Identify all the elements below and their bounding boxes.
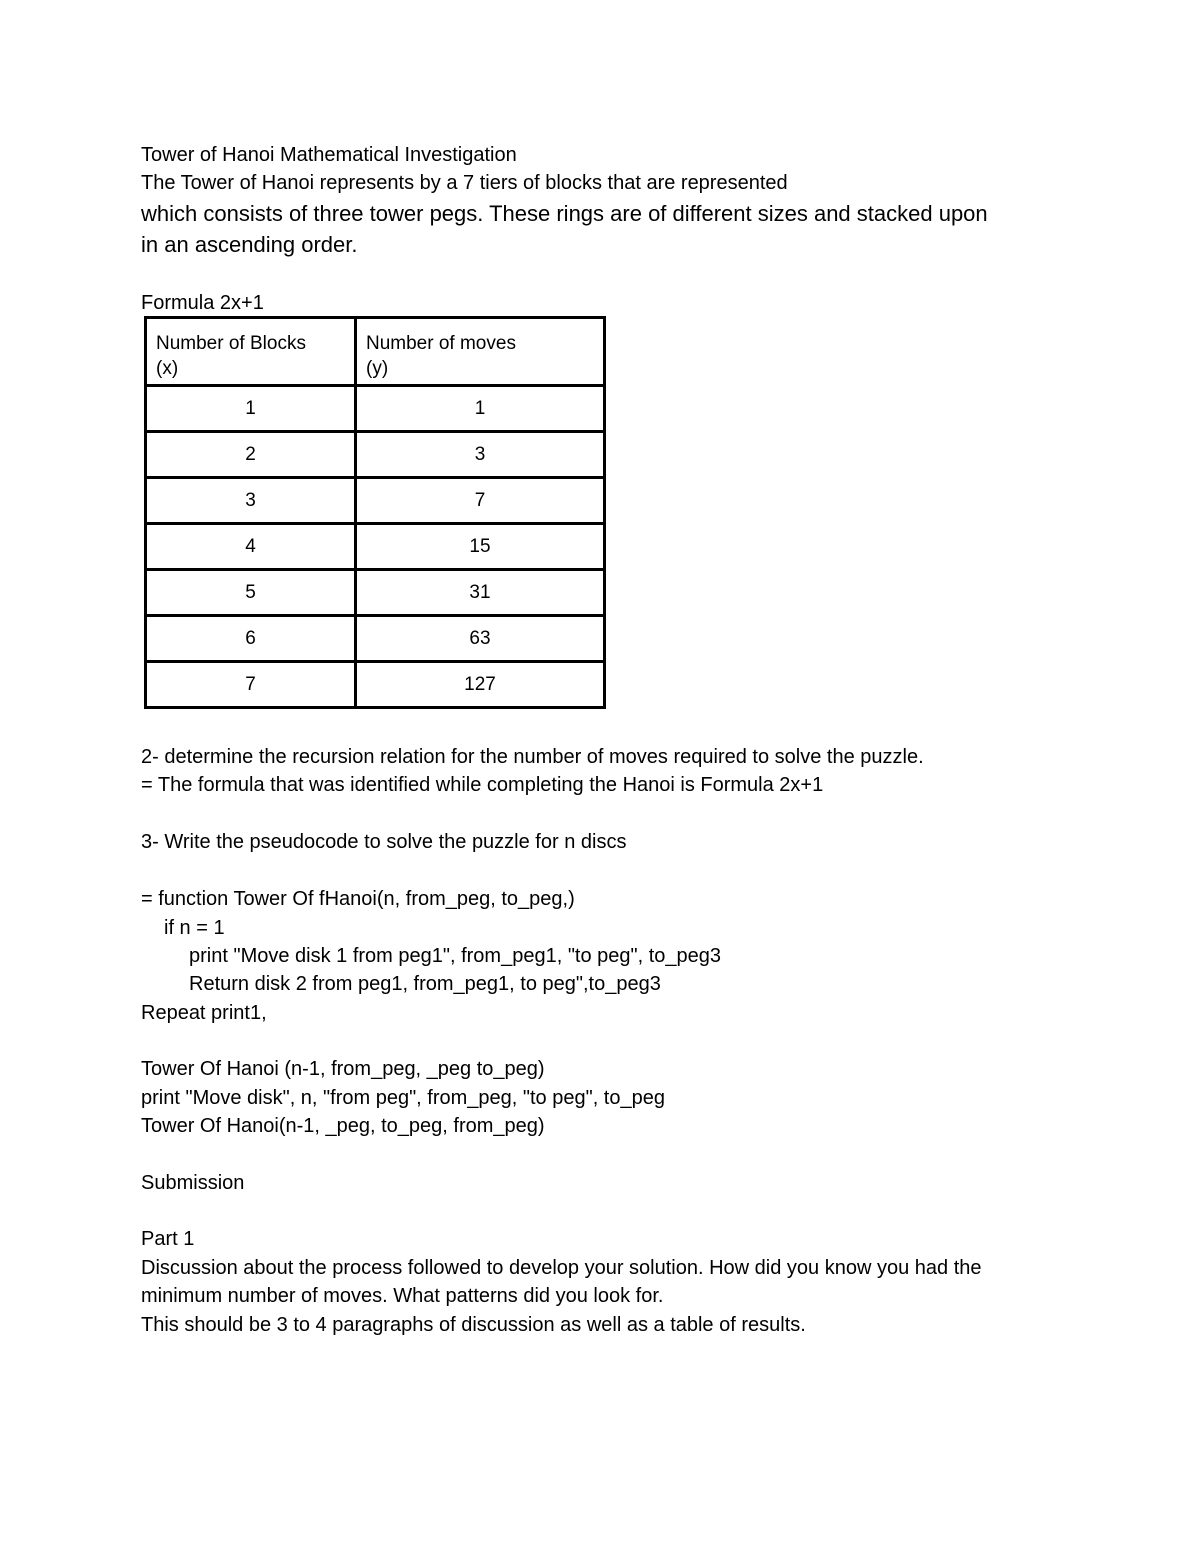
document-title: Tower of Hanoi Mathematical Investigation	[141, 144, 517, 166]
cell-moves: 7	[356, 478, 605, 524]
cell-blocks: 3	[146, 478, 356, 524]
header-moves	[356, 318, 605, 386]
question-3: 3- Write the pseudocode to solve the puzzle for n discs	[141, 831, 627, 853]
cell-blocks: 4	[146, 524, 356, 570]
pseudocode-line: if n = 1	[164, 917, 225, 939]
cell-blocks: 2	[146, 432, 356, 478]
header-moves-label: Number of moves	[366, 333, 516, 354]
header-moves-var: (y)	[366, 358, 389, 379]
part-heading: Part 1	[141, 1228, 195, 1250]
pseudocode-line: Repeat print1,	[141, 1002, 267, 1024]
pseudocode-line: print "Move disk", n, "from peg", from_peg, "to peg", to_peg	[141, 1087, 665, 1109]
pseudocode-line: Tower Of Hanoi(n-1, _peg, to_peg, from_peg)	[141, 1115, 545, 1137]
formula-label: Formula 2x+1	[141, 292, 264, 314]
submission-line: minimum number of moves. What patterns did you look for.	[141, 1285, 664, 1307]
pseudocode-line: print "Move disk 1 from peg1", from_peg1, "to peg", to_peg3	[189, 945, 722, 967]
table-row	[146, 478, 605, 524]
submission-line: Discussion about the process followed to develop your solution. How did you know you had the	[141, 1257, 982, 1279]
cell-blocks: 5	[146, 570, 356, 616]
table-row	[146, 570, 605, 616]
intro-line-3: in an ascending order.	[141, 232, 358, 257]
submission-heading: Submission	[141, 1172, 245, 1194]
pseudocode-line: = function Tower Of fHanoi(n, from_peg, to_peg,)	[141, 888, 575, 910]
pseudocode-line: Return disk 2 from peg1, from_peg1, to peg",to_peg3	[189, 973, 661, 995]
cell-moves: 15	[356, 524, 605, 570]
cell-blocks: 6	[146, 616, 356, 662]
moves-table	[144, 316, 606, 709]
cell-moves: 31	[356, 570, 605, 616]
table-row	[146, 616, 605, 662]
header-blocks	[146, 318, 356, 386]
table-row	[146, 662, 605, 708]
cell-moves: 3	[356, 432, 605, 478]
pseudocode-line: Tower Of Hanoi (n-1, from_peg, _peg to_peg)	[141, 1058, 545, 1080]
header-blocks-var: (x)	[156, 358, 179, 379]
table-row	[146, 386, 605, 432]
answer-2: = The formula that was identified while completing the Hanoi is Formula 2x+1	[141, 774, 824, 796]
header-blocks-label: Number of Blocks	[156, 333, 306, 354]
table-row	[146, 432, 605, 478]
intro-line-1: The Tower of Hanoi represents by a 7 tiers of blocks that are represented	[141, 172, 788, 194]
intro-line-2: which consists of three tower pegs. These rings are of different sizes and stacked upon	[141, 201, 988, 226]
table-row	[146, 524, 605, 570]
question-2: 2- determine the recursion relation for the number of moves required to solve the puzzle.	[141, 746, 924, 768]
cell-blocks: 1	[146, 386, 356, 432]
cell-moves: 127	[356, 662, 605, 708]
submission-line: This should be 3 to 4 paragraphs of discussion as well as a table of results.	[141, 1314, 806, 1336]
cell-moves: 1	[356, 386, 605, 432]
table-header-row	[146, 318, 605, 386]
cell-moves: 63	[356, 616, 605, 662]
cell-blocks: 7	[146, 662, 356, 708]
